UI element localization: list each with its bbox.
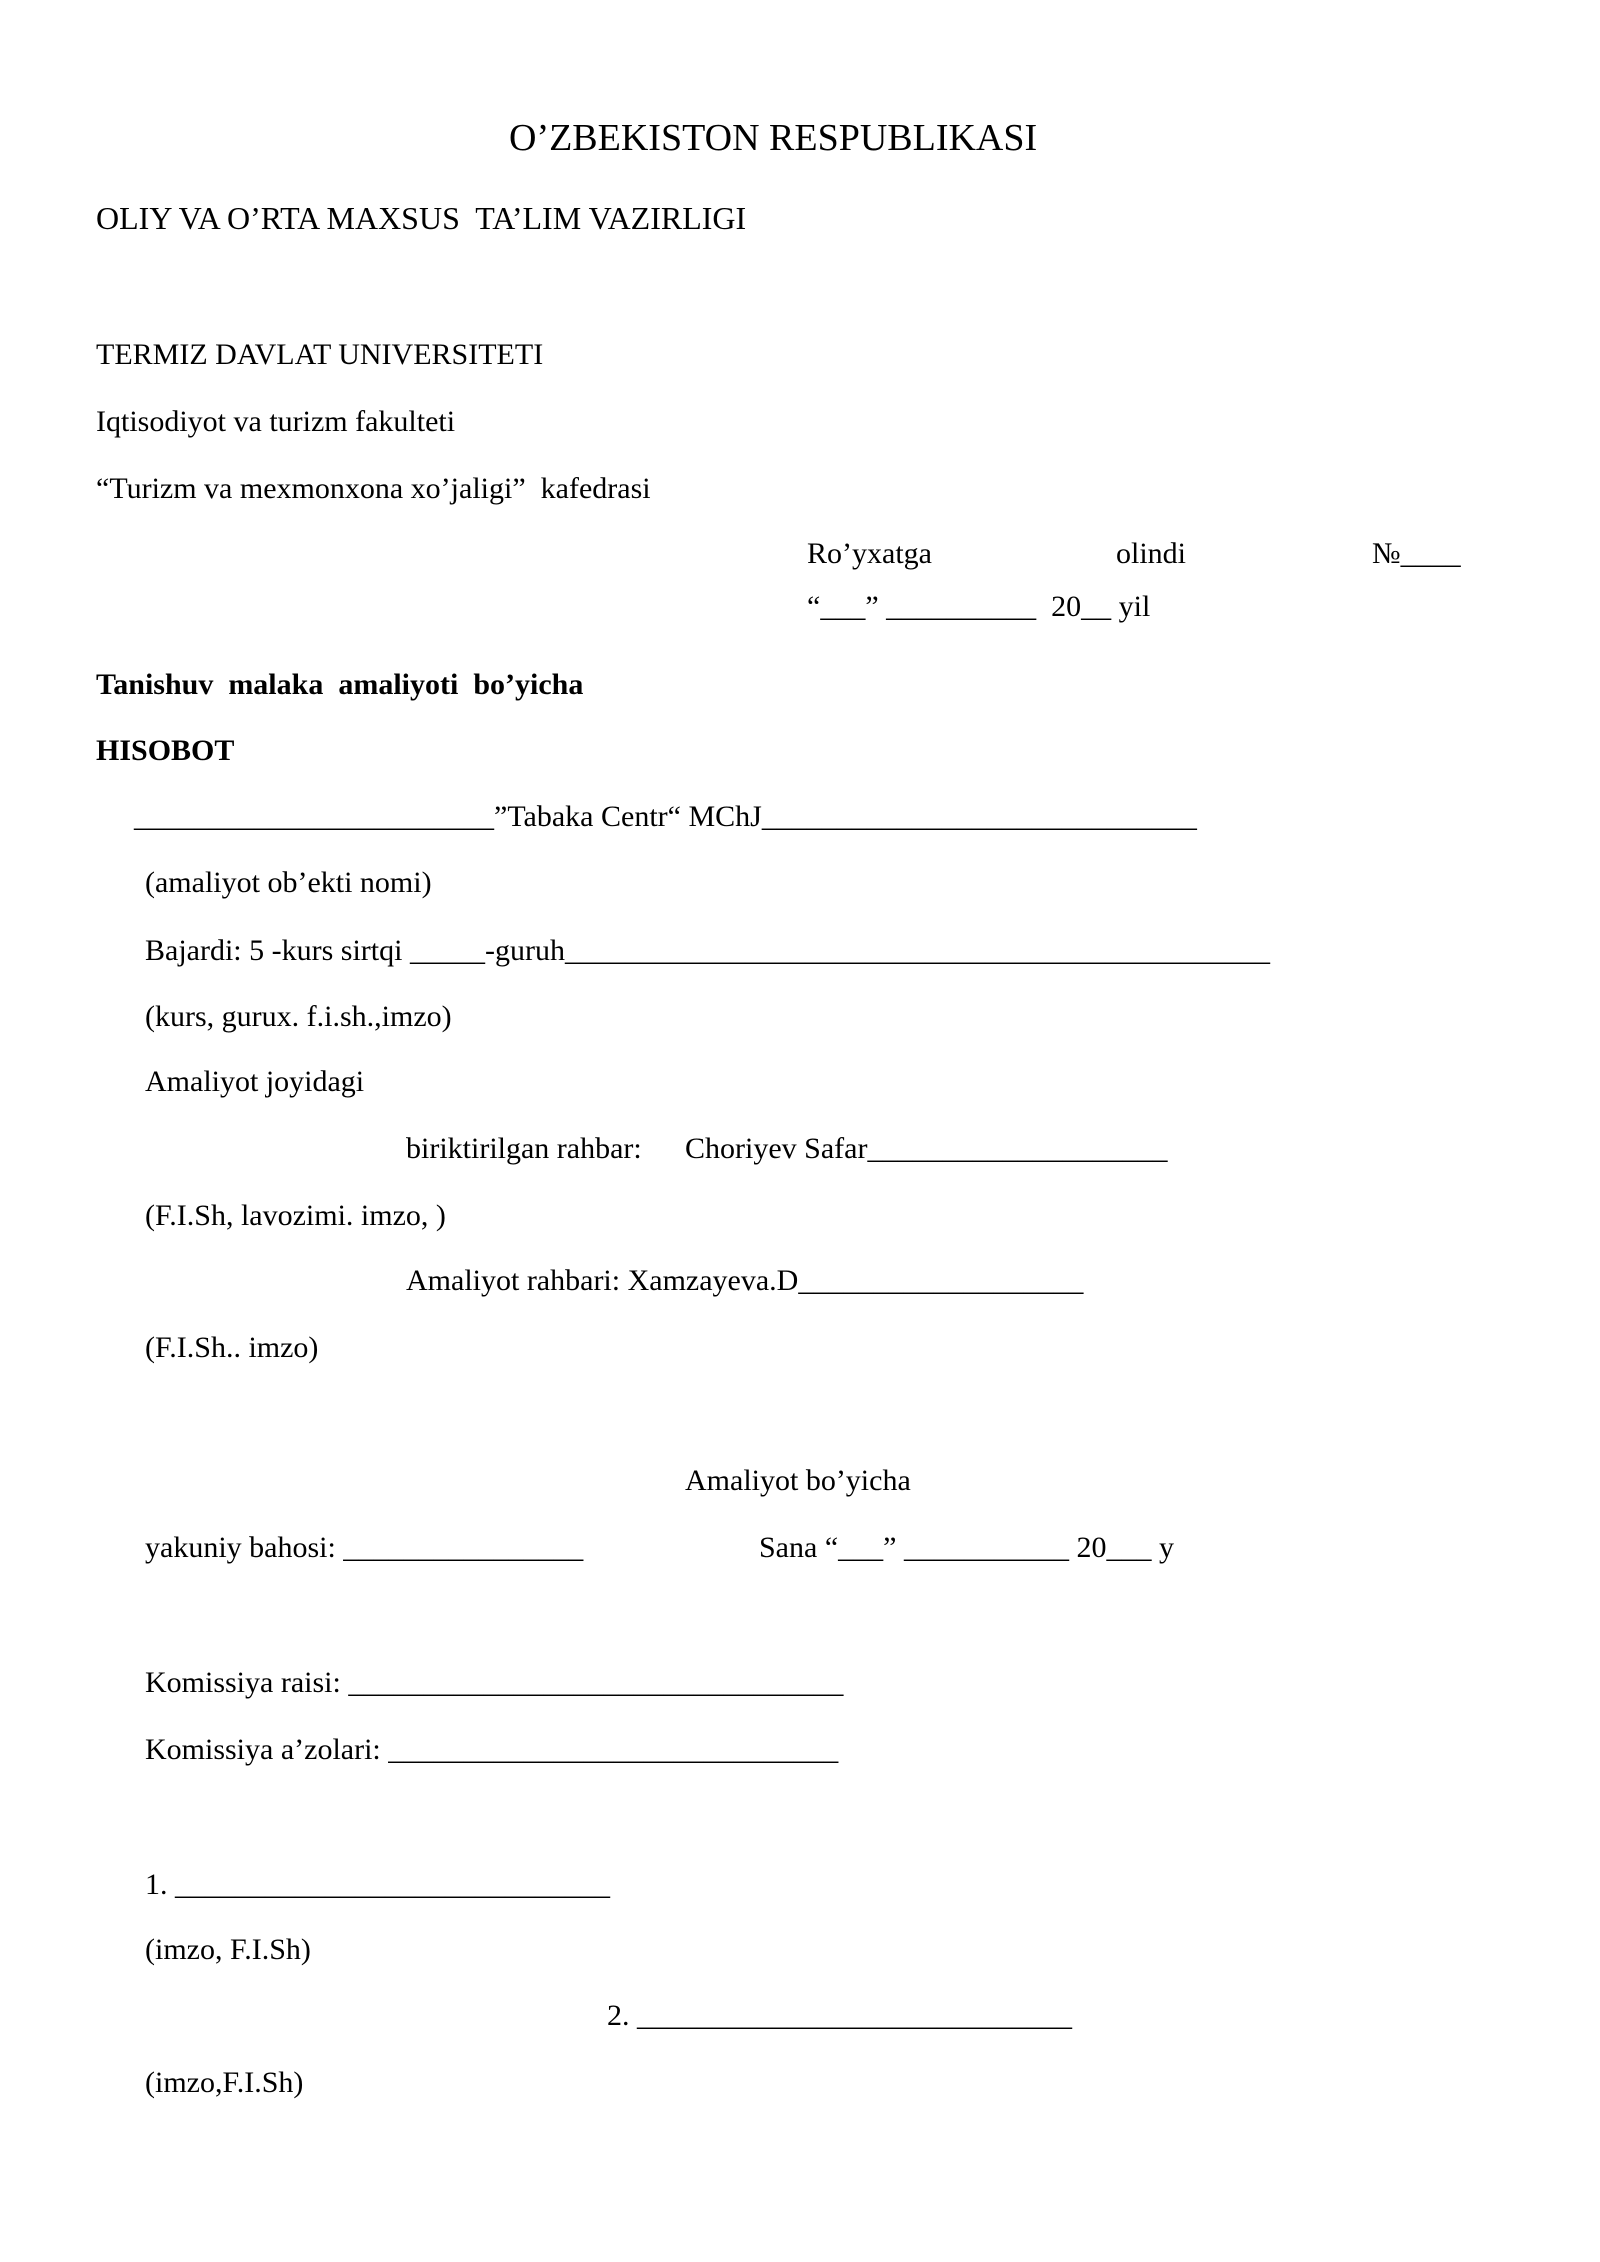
practice-object-line: ________________________”Tabaka Centr“ MChJ_____________________________ [134, 800, 1197, 833]
assessment-date-line: Sana “___” ___________ 20___ y [759, 1531, 1174, 1564]
assessment-heading: Amaliyot bo’yicha [685, 1464, 911, 1497]
final-grade-line: yakuniy bahosi: ________________ [145, 1531, 584, 1564]
commission-members-line: Komissiya a’zolari: ______________________________ [145, 1733, 839, 1766]
site-supervisor-caption: (F.I.Sh, lavozimi. imzo, ) [145, 1199, 446, 1232]
registration-date: “___” __________ 20__ yil [807, 590, 1151, 623]
report-subtitle: Tanishuv malaka amaliyoti bo’yicha [96, 668, 584, 701]
faculty-name: Iqtisodiyot va turizm fakulteti [96, 405, 456, 438]
registration-number: №____ [1372, 537, 1461, 570]
signature-line-1: 1. _____________________________ [145, 1868, 610, 1901]
signature-caption-2: (imzo,F.I.Sh) [145, 2066, 304, 2099]
signature-line-2: 2. _____________________________ [607, 1999, 1072, 2032]
signature-caption-1: (imzo, F.I.Sh) [145, 1933, 311, 1966]
practice-object-caption: (amaliyot ob’ekti nomi) [145, 866, 432, 899]
site-supervisor-name: Choriyev Safar____________________ [685, 1132, 1168, 1165]
performer-line: Bajardi: 5 -kurs sirtqi _____-guruh_______________________________________________ [145, 934, 1270, 967]
registration-label: Ro’yxatga [807, 537, 932, 570]
practice-supervisor: Amaliyot rahbari: Xamzayeva.D___________________ [406, 1264, 1084, 1297]
department-name: “Turizm va mexmonxona xo’jaligi” kafedrasi [96, 472, 651, 505]
site-label: Amaliyot joyidagi [145, 1065, 365, 1098]
practice-supervisor-caption: (F.I.Sh.. imzo) [145, 1331, 319, 1364]
performer-caption: (kurs, gurux. f.i.sh.,imzo) [145, 1000, 452, 1033]
registration-received: olindi [1116, 537, 1187, 570]
ministry-name: OLIY VA O’RTA MAXSUS TA’LIM VAZIRLIGI [96, 200, 747, 236]
university-name: TERMIZ DAVLAT UNIVERSITETI [96, 338, 544, 371]
country-title: O’ZBEKISTON RESPUBLIKASI [509, 117, 1038, 159]
commission-chair-line: Komissiya raisi: _________________________________ [145, 1666, 844, 1699]
site-supervisor-label: biriktirilgan rahbar: [406, 1132, 642, 1165]
report-title: HISOBOT [96, 734, 235, 767]
